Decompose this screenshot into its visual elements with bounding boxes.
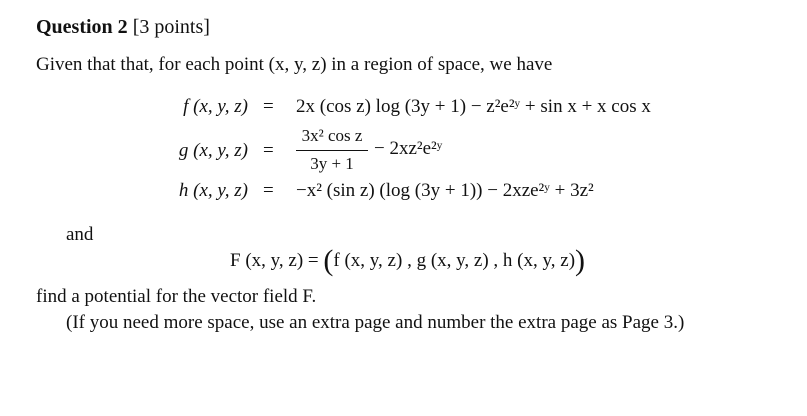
- h-rhs: −x² (sin z) (log (3y + 1)) − 2xze²ʸ + 3z²: [296, 180, 594, 201]
- question-label: Question 2: [36, 16, 128, 38]
- g-rest: − 2xz²e²ʸ: [374, 138, 443, 159]
- question-title: [36, 16, 210, 39]
- intro-text: Given that that, for each point (x, y, z) in a region of space, we have: [36, 54, 553, 75]
- left-paren: (: [323, 244, 334, 277]
- h-equals: =: [263, 180, 274, 201]
- fraction-bar: [296, 150, 368, 151]
- note-text: (If you need more space, use an extra page and number the extra page as Page 3.): [66, 312, 685, 333]
- g-numerator: 3x² cos z: [301, 126, 363, 145]
- f-equals: =: [263, 96, 274, 117]
- g-denominator: 3y + 1: [310, 154, 354, 173]
- h-lhs: h (x, y, z): [178, 180, 248, 201]
- f-rhs: 2x (cos z) log (3y + 1) − z²e²ʸ + sin x + x cos x: [296, 96, 651, 117]
- task-text: find a potential for the vector field F.: [36, 286, 317, 307]
- right-paren: ): [575, 244, 586, 277]
- question-points: [3 points]: [132, 16, 210, 38]
- g-equals: =: [263, 140, 274, 161]
- g-lhs: g (x, y, z): [178, 140, 248, 161]
- F-lhs: F (x, y, z) =: [230, 250, 319, 271]
- F-definition: [230, 244, 585, 278]
- f-lhs: f (x, y, z): [183, 96, 248, 117]
- F-rhs: f (x, y, z) , g (x, y, z) , h (x, y, z): [333, 250, 576, 271]
- and-text: and: [66, 224, 94, 245]
